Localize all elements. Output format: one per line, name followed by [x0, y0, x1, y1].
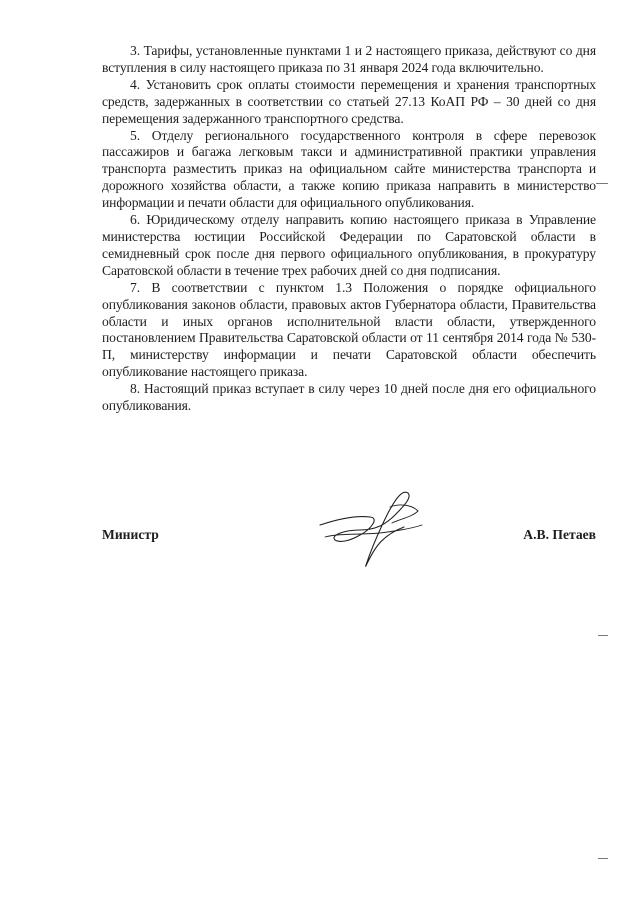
paragraph-3: 3. Тарифы, установленные пунктами 1 и 2 настоящего приказа, действуют со дня вступления в силу настоящего приказа по 31 января 2024 года включительно.: [102, 43, 596, 75]
scan-mark: [596, 183, 608, 184]
paragraph-7: 7. В соответствии с пунктом 1.3 Положения о порядке официального опубликования законов области, правовых актов Губернатора области, Правительства области и иных органов исполнительной власти области, утвержденного постановлением Правительства Саратовской области от 11 сентября 2014 года № 530-П, министерству информации и печати Саратовской области обеспечить опубликование настоящего приказа.: [102, 279, 596, 380]
paragraph-5: 5. Отделу регионального государственного контроля в сфере перевозок пассажиров и багажа легковым такси и административной практики управления транспорта разместить приказ на официальном сайте министерства транспорта и дорожного хозяйства области, а также копию приказа направить в министерство информации и печати области для официального опубликования.: [102, 127, 596, 211]
signer-title: Министр: [102, 527, 159, 542]
paragraph-8: 8. Настоящий приказ вступает в силу через 10 дней после дня его официального опубликования.: [102, 381, 596, 414]
handwritten-signature: [300, 485, 430, 575]
paragraph-4: 4. Установить срок оплаты стоимости перемещения и хранения транспортных средств, задержанных в соответствии со статьей 27.13 КоАП РФ – 30 дней со дня перемещения задержанного транспортного средства.: [102, 76, 596, 126]
scan-mark: [598, 635, 608, 636]
scan-mark: [598, 858, 608, 859]
signer-name: А.В. Петаев: [523, 527, 596, 542]
document-body: [102, 43, 596, 415]
paragraph-6: 6. Юридическому отделу направить копию настоящего приказа в Управление министерства юстиции Российской Федерации по Саратовской области в семидневный срок после дня первого официального опубликования, в прокуратуру Саратовской области в течение трех рабочих дней со дня подписания.: [102, 212, 596, 278]
